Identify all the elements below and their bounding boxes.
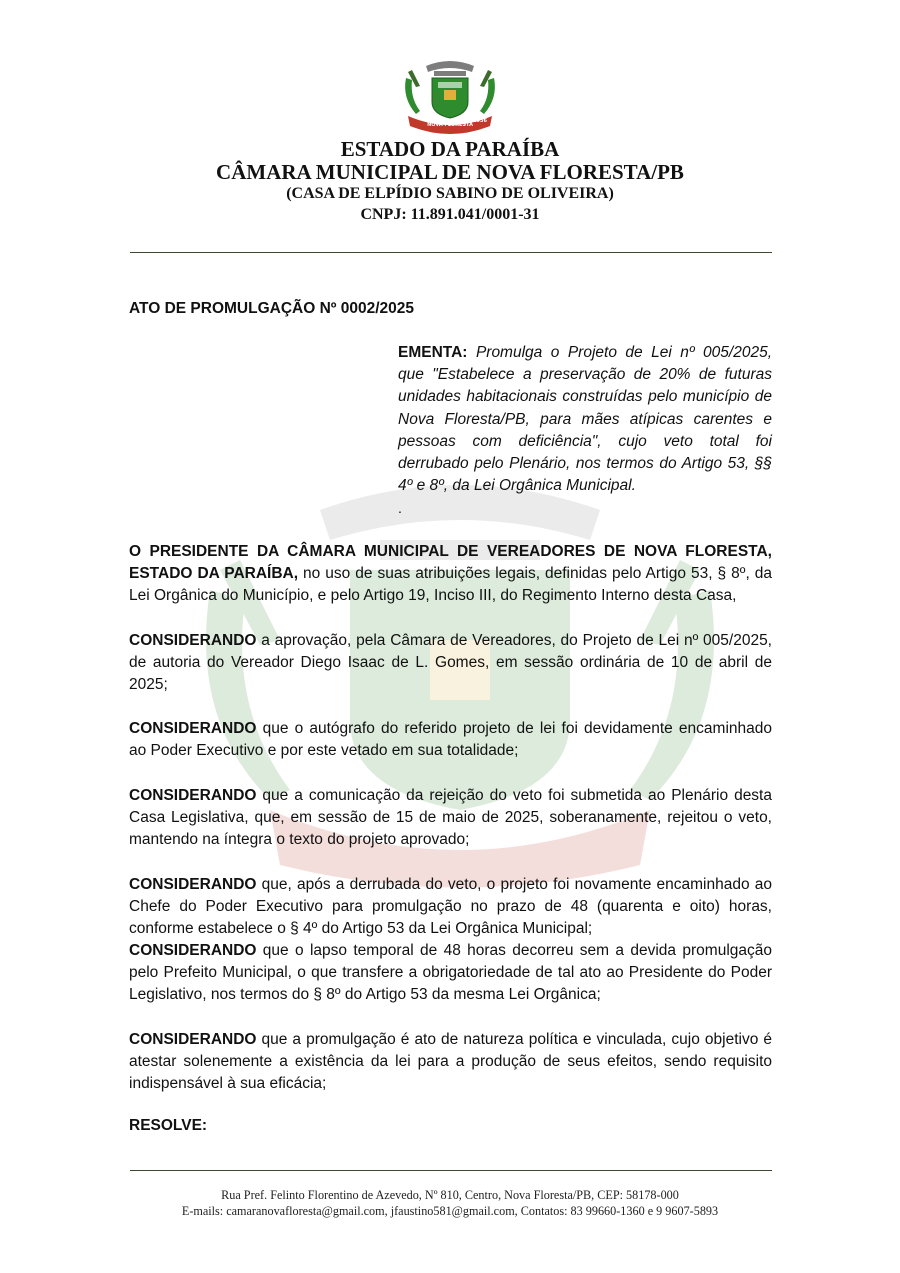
ementa-block — [398, 342, 772, 497]
considerando-paragraph — [129, 874, 772, 941]
paragraph-text: que a comunicação da rejeição do veto foi submetida ao Plenário desta Casa Legislativa, que, em sessão de 15 de maio de 2025, soberanamente, rejeitou o veto, mantendo na íntegra o texto do projeto aprovado; — [129, 787, 772, 849]
paragraph-bold: CONSIDERANDO — [129, 632, 257, 649]
ementa-label: EMENTA: — [398, 344, 468, 361]
footer-address: Rua Pref. Felinto Florentino de Azevedo, Nº 810, Centro, Nova Floresta/PB, CEP: 58178-000 — [221, 1188, 679, 1202]
ementa-dot: . — [398, 500, 402, 516]
considerando-paragraph — [129, 630, 772, 697]
header-cnpj: CNPJ: 11.891.041/0001-31 — [360, 206, 540, 223]
paragraph-text: a aprovação, pela Câmara de Vereadores, do Projeto de Lei nº 005/2025, de autoria do Vereador Diego Isaac de L. Gomes, em sessão ordinária de 10 de abril de 2025; — [129, 632, 772, 694]
ementa-text: Promulga o Projeto de Lei nº 005/2025, que "Estabelece a preservação de 20% de futuras unidades habitacionais construídas pelo município de Nova Floresta/PB, para mães atípicas carentes e pessoas com deficiência", cujo veto total foi derrubado pelo Plenário, nos termos do Artigo 53, §§ 4º e 8º, da Lei Orgânica Municipal. — [398, 344, 772, 495]
svg-text:NOVA FLORESTA: NOVA FLORESTA — [427, 122, 473, 128]
paragraph-bold: CONSIDERANDO — [129, 876, 257, 893]
footer-divider — [130, 1170, 772, 1171]
svg-text:1936: 1936 — [473, 118, 487, 124]
considerando-paragraph — [129, 785, 772, 852]
considerando-paragraph — [129, 1029, 772, 1096]
paragraph-text: que a promulgação é ato de natureza política e vinculada, cujo objetivo é atestar solenemente a existência da lei para a produção de seus efeitos, sendo requisito indispensável à sua eficácia; — [129, 1031, 772, 1093]
resolve-heading: RESOLVE: — [129, 1117, 208, 1134]
paragraph-text: que o lapso temporal de 48 horas decorreu sem a devida promulgação pelo Prefeito Municipal, o que transfere a obrigatoriedade de tal ato ao Presidente do Poder Legislativo, nos termos do § 8º do Artigo 53 da mesma Lei Orgânica; — [129, 942, 772, 1004]
header-divider — [130, 252, 772, 253]
paragraph-bold: CONSIDERANDO — [129, 1031, 257, 1048]
considerando-paragraph — [129, 718, 772, 762]
paragraph-text: no uso de suas atribuições legais, definidas pelo Artigo 53, § 8º, da Lei Orgânica do Município, e pelo Artigo 19, Inciso III, do Regimento Interno desta Casa, — [129, 565, 772, 605]
coat-of-arms-logo — [398, 56, 502, 134]
paragraph-bold: CONSIDERANDO — [129, 720, 257, 737]
preamble-paragraph — [129, 541, 772, 608]
paragraph-bold: CONSIDERANDO — [129, 787, 257, 804]
header-state: ESTADO DA PARAÍBA — [340, 137, 560, 161]
paragraph-text: que o autógrafo do referido projeto de lei foi devidamente encaminhado ao Poder Executivo e por este vetado em sua totalidade; — [129, 720, 772, 760]
header-chamber: CÂMARA MUNICIPAL DE NOVA FLORESTA/PB — [216, 160, 684, 184]
footer-contacts: E-mails: camaranovafloresta@gmail.com, jfaustino581@gmail.com, Contatos: 83 99660-1360 e 9 9607-5893 — [181, 1204, 719, 1218]
document-title: ATO DE PROMULGAÇÃO Nº 0002/2025 — [129, 300, 415, 317]
paragraph-bold: O PRESIDENTE DA CÂMARA MUNICIPAL DE VEREADORES DE NOVA FLORESTA, ESTADO DA PARAÍBA, — [129, 543, 772, 583]
paragraph-text: que, após a derrubada do veto, o projeto foi novamente encaminhado ao Chefe do Poder Executivo para promulgação no prazo de 48 (quarenta e oito) horas, conforme estabelece o § 4º do Artigo 53 da Lei Orgânica Municipal; — [129, 876, 772, 938]
considerando-paragraph — [129, 940, 772, 1007]
paragraph-bold: CONSIDERANDO — [129, 942, 257, 959]
header-house: (CASA DE ELPÍDIO SABINO DE OLIVEIRA) — [286, 185, 614, 202]
